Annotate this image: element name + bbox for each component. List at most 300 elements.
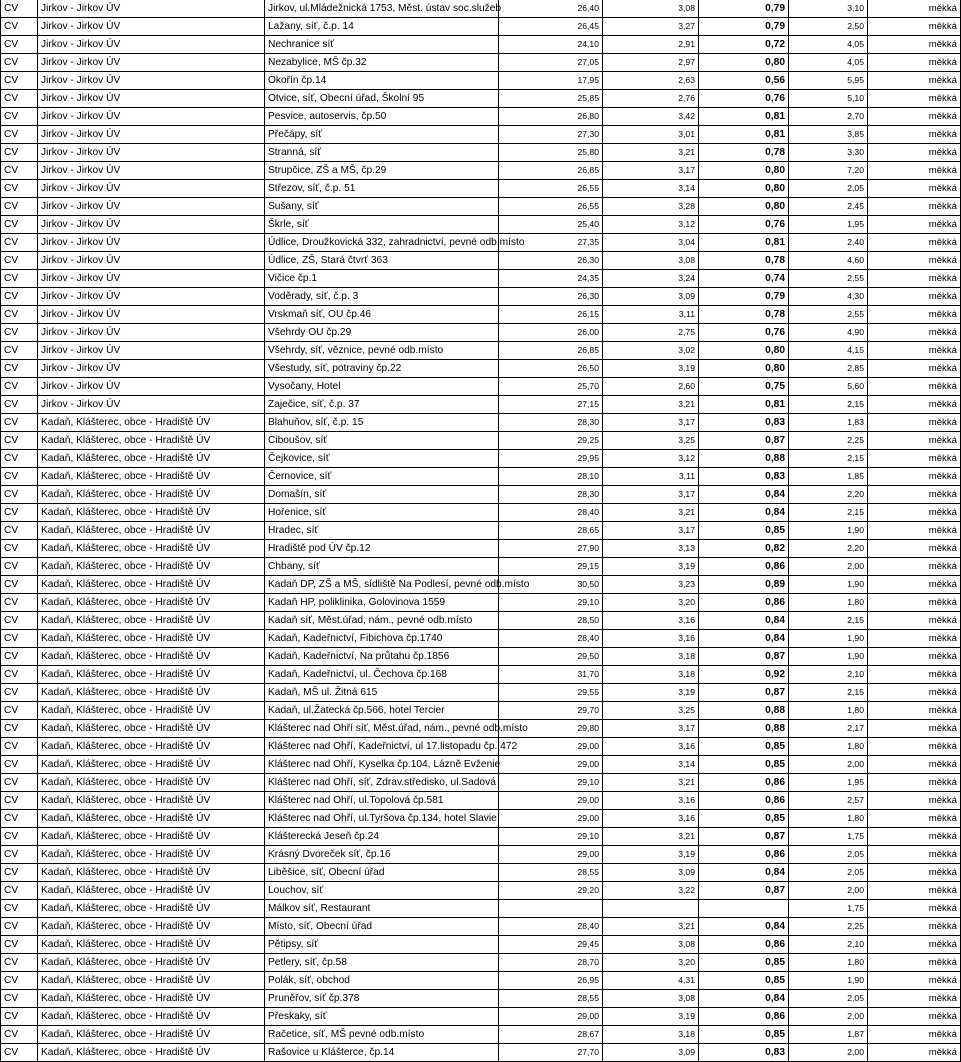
- water-type-cell: měkká: [868, 378, 961, 396]
- table-row: [1, 918, 961, 936]
- table-row: [1, 972, 961, 990]
- sampling-site-cell: Nezabylice, MŠ čp.32: [265, 54, 499, 72]
- ratio-value-cell: 0,86: [699, 1008, 789, 1026]
- value-3-cell: 2,40: [789, 234, 868, 252]
- value-1-cell: 29,50: [499, 648, 603, 666]
- value-3-cell: 2,57: [789, 792, 868, 810]
- supply-system-cell: Kadaň, Klášterec, obce - Hradiště ÚV: [38, 1008, 265, 1026]
- sampling-site-cell: Domašín, síť: [265, 486, 499, 504]
- value-1-cell: 27,05: [499, 54, 603, 72]
- supply-system-cell: Jirkov - Jirkov ÚV: [38, 360, 265, 378]
- value-1-cell: [499, 900, 603, 918]
- sampling-site-cell: Okořín čp.14: [265, 72, 499, 90]
- value-2-cell: 3,19: [603, 360, 699, 378]
- region-code-cell: CV: [1, 90, 38, 108]
- table-row: [1, 306, 961, 324]
- sampling-site-cell: Račetice, síť, MŠ pevné odb.místo: [265, 1026, 499, 1044]
- supply-system-cell: Kadaň, Klášterec, obce - Hradiště ÚV: [38, 450, 265, 468]
- water-type-cell: měkká: [868, 1008, 961, 1026]
- table-row: [1, 666, 961, 684]
- supply-system-cell: Kadaň, Klášterec, obce - Hradiště ÚV: [38, 648, 265, 666]
- water-type-cell: měkká: [868, 900, 961, 918]
- table-row: [1, 828, 961, 846]
- sampling-site-cell: Blahuňov, síť, č.p. 15: [265, 414, 499, 432]
- value-3-cell: 1,95: [789, 216, 868, 234]
- supply-system-cell: Kadaň, Klášterec, obce - Hradiště ÚV: [38, 954, 265, 972]
- ratio-value-cell: 0,82: [699, 540, 789, 558]
- value-3-cell: 2,20: [789, 486, 868, 504]
- region-code-cell: CV: [1, 54, 38, 72]
- ratio-value-cell: 0,87: [699, 648, 789, 666]
- supply-system-cell: Jirkov - Jirkov ÚV: [38, 54, 265, 72]
- value-2-cell: 2,63: [603, 72, 699, 90]
- table-row: [1, 144, 961, 162]
- value-3-cell: 1,90: [789, 522, 868, 540]
- ratio-value-cell: 0,85: [699, 738, 789, 756]
- sampling-site-cell: Přeskaky, síť: [265, 1008, 499, 1026]
- region-code-cell: CV: [1, 864, 38, 882]
- supply-system-cell: Jirkov - Jirkov ÚV: [38, 144, 265, 162]
- value-1-cell: 26,55: [499, 180, 603, 198]
- table-row: [1, 522, 961, 540]
- value-2-cell: 3,17: [603, 522, 699, 540]
- water-type-cell: měkká: [868, 522, 961, 540]
- water-type-cell: měkká: [868, 846, 961, 864]
- table-row: [1, 162, 961, 180]
- ratio-value-cell: 0,76: [699, 90, 789, 108]
- supply-system-cell: Jirkov - Jirkov ÚV: [38, 0, 265, 18]
- ratio-value-cell: 0,89: [699, 576, 789, 594]
- table-row: [1, 54, 961, 72]
- value-1-cell: 28,30: [499, 414, 603, 432]
- value-2-cell: 3,21: [603, 828, 699, 846]
- value-1-cell: 29,80: [499, 720, 603, 738]
- value-2-cell: 3,12: [603, 216, 699, 234]
- region-code-cell: CV: [1, 1008, 38, 1026]
- value-1-cell: 29,00: [499, 738, 603, 756]
- supply-system-cell: Kadaň, Klášterec, obce - Hradiště ÚV: [38, 720, 265, 738]
- value-1-cell: 29,00: [499, 756, 603, 774]
- supply-system-cell: Jirkov - Jirkov ÚV: [38, 396, 265, 414]
- value-2-cell: 3,25: [603, 432, 699, 450]
- value-3-cell: 2,45: [789, 198, 868, 216]
- supply-system-cell: Jirkov - Jirkov ÚV: [38, 270, 265, 288]
- ratio-value-cell: 0,75: [699, 378, 789, 396]
- value-3-cell: 2,25: [789, 918, 868, 936]
- value-2-cell: 3,08: [603, 252, 699, 270]
- supply-system-cell: Kadaň, Klášterec, obce - Hradiště ÚV: [38, 900, 265, 918]
- table-row: [1, 1026, 961, 1044]
- sampling-site-cell: Všestudy, síť, potraviny čp.22: [265, 360, 499, 378]
- value-2-cell: 3,16: [603, 792, 699, 810]
- value-3-cell: 2,15: [789, 504, 868, 522]
- value-3-cell: 2,50: [789, 18, 868, 36]
- value-3-cell: 5,60: [789, 378, 868, 396]
- sampling-site-cell: Kadaň, Kadeřnictví, Na průtahu čp.1856: [265, 648, 499, 666]
- region-code-cell: CV: [1, 234, 38, 252]
- water-type-cell: měkká: [868, 162, 961, 180]
- value-1-cell: 25,40: [499, 216, 603, 234]
- value-1-cell: 27,90: [499, 540, 603, 558]
- water-type-cell: měkká: [868, 576, 961, 594]
- value-1-cell: 26,30: [499, 288, 603, 306]
- sampling-site-cell: Pruněřov, síť čp.378: [265, 990, 499, 1008]
- value-2-cell: 3,28: [603, 198, 699, 216]
- value-3-cell: 4,15: [789, 342, 868, 360]
- water-type-cell: měkká: [868, 270, 961, 288]
- value-1-cell: 26,40: [499, 0, 603, 18]
- value-2-cell: 3,19: [603, 846, 699, 864]
- value-1-cell: 28,40: [499, 918, 603, 936]
- table-row: [1, 126, 961, 144]
- ratio-value-cell: 0,85: [699, 522, 789, 540]
- sampling-site-cell: Klášterec nad Ohří, ul.Tyršova čp.134, hotel Slavie: [265, 810, 499, 828]
- table-row: [1, 630, 961, 648]
- region-code-cell: CV: [1, 252, 38, 270]
- value-3-cell: 3,30: [789, 144, 868, 162]
- value-1-cell: 28,67: [499, 1026, 603, 1044]
- sampling-site-cell: Pesvice, autoservis, čp.50: [265, 108, 499, 126]
- table-row: [1, 702, 961, 720]
- value-2-cell: 3,09: [603, 288, 699, 306]
- supply-system-cell: Jirkov - Jirkov ÚV: [38, 234, 265, 252]
- ratio-value-cell: 0,79: [699, 288, 789, 306]
- supply-system-cell: Jirkov - Jirkov ÚV: [38, 288, 265, 306]
- value-2-cell: 3,27: [603, 18, 699, 36]
- water-type-cell: měkká: [868, 72, 961, 90]
- sampling-site-cell: Zaječice, síť, č.p. 37: [265, 396, 499, 414]
- water-type-cell: měkká: [868, 1026, 961, 1044]
- table-row: [1, 900, 961, 918]
- region-code-cell: CV: [1, 594, 38, 612]
- region-code-cell: CV: [1, 450, 38, 468]
- region-code-cell: CV: [1, 306, 38, 324]
- value-1-cell: 25,70: [499, 378, 603, 396]
- water-type-cell: měkká: [868, 288, 961, 306]
- sampling-site-cell: Strupčice, ZŠ a MŠ, čp.29: [265, 162, 499, 180]
- value-2-cell: 2,60: [603, 378, 699, 396]
- water-type-cell: měkká: [868, 702, 961, 720]
- region-code-cell: CV: [1, 990, 38, 1008]
- value-3-cell: 1,90: [789, 972, 868, 990]
- value-1-cell: 28,50: [499, 612, 603, 630]
- sampling-site-cell: Hořenice, síť: [265, 504, 499, 522]
- supply-system-cell: Kadaň, Klášterec, obce - Hradiště ÚV: [38, 684, 265, 702]
- region-code-cell: CV: [1, 18, 38, 36]
- region-code-cell: CV: [1, 846, 38, 864]
- value-1-cell: 27,15: [499, 396, 603, 414]
- value-2-cell: 3,18: [603, 666, 699, 684]
- ratio-value-cell: 0,79: [699, 0, 789, 18]
- sampling-site-cell: Klášterec nad Ohří, ul.Topolová čp.581: [265, 792, 499, 810]
- supply-system-cell: Jirkov - Jirkov ÚV: [38, 252, 265, 270]
- sampling-site-cell: Údlice, Droužkovická 332, zahradnictví, pevné odb.místo: [265, 234, 499, 252]
- supply-system-cell: Kadaň, Klášterec, obce - Hradiště ÚV: [38, 936, 265, 954]
- sampling-site-cell: Ciboušov, síť: [265, 432, 499, 450]
- sampling-site-cell: Kadaň HP, poliklinika, Golovinova 1559: [265, 594, 499, 612]
- value-2-cell: 3,21: [603, 774, 699, 792]
- region-code-cell: CV: [1, 126, 38, 144]
- value-2-cell: 3,21: [603, 396, 699, 414]
- sampling-site-cell: Hradec, síť: [265, 522, 499, 540]
- supply-system-cell: Jirkov - Jirkov ÚV: [38, 108, 265, 126]
- region-code-cell: CV: [1, 684, 38, 702]
- sampling-site-cell: Krásný Dvoreček síť, čp.16: [265, 846, 499, 864]
- supply-system-cell: Jirkov - Jirkov ÚV: [38, 180, 265, 198]
- value-2-cell: 3,14: [603, 756, 699, 774]
- region-code-cell: CV: [1, 486, 38, 504]
- water-type-cell: měkká: [868, 666, 961, 684]
- region-code-cell: CV: [1, 468, 38, 486]
- table-row: [1, 792, 961, 810]
- water-type-cell: měkká: [868, 342, 961, 360]
- table-row: [1, 198, 961, 216]
- value-3-cell: 1,80: [789, 954, 868, 972]
- value-1-cell: 17,95: [499, 72, 603, 90]
- ratio-value-cell: 0,81: [699, 126, 789, 144]
- water-type-cell: měkká: [868, 306, 961, 324]
- water-type-cell: měkká: [868, 828, 961, 846]
- sampling-site-cell: Klášterec nad Ohří, Kyselka čp.104, Lázně Evženie: [265, 756, 499, 774]
- supply-system-cell: Kadaň, Klášterec, obce - Hradiště ÚV: [38, 792, 265, 810]
- value-3-cell: 1,87: [789, 1026, 868, 1044]
- region-code-cell: CV: [1, 324, 38, 342]
- water-type-cell: měkká: [868, 432, 961, 450]
- sampling-site-cell: Škrle, síť: [265, 216, 499, 234]
- value-3-cell: 2,05: [789, 990, 868, 1008]
- value-2-cell: 3,12: [603, 450, 699, 468]
- value-1-cell: 29,10: [499, 828, 603, 846]
- water-type-cell: měkká: [868, 468, 961, 486]
- sampling-site-cell: Kadaň DP, ZŠ a MŠ, sídliště Na Podlesí, pevné odb.místo: [265, 576, 499, 594]
- region-code-cell: CV: [1, 378, 38, 396]
- ratio-value-cell: 0,76: [699, 216, 789, 234]
- ratio-value-cell: 0,87: [699, 882, 789, 900]
- region-code-cell: CV: [1, 216, 38, 234]
- value-2-cell: 3,22: [603, 882, 699, 900]
- ratio-value-cell: 0,88: [699, 720, 789, 738]
- ratio-value-cell: 0,80: [699, 360, 789, 378]
- region-code-cell: CV: [1, 108, 38, 126]
- sampling-site-cell: Liběšice, síť, Obecní úřad: [265, 864, 499, 882]
- table-row: [1, 1008, 961, 1026]
- supply-system-cell: Jirkov - Jirkov ÚV: [38, 90, 265, 108]
- value-1-cell: 28,10: [499, 468, 603, 486]
- sampling-site-cell: Pětipsy, síť: [265, 936, 499, 954]
- table-row: [1, 180, 961, 198]
- region-code-cell: CV: [1, 558, 38, 576]
- supply-system-cell: Kadaň, Klášterec, obce - Hradiště ÚV: [38, 414, 265, 432]
- supply-system-cell: Jirkov - Jirkov ÚV: [38, 342, 265, 360]
- water-type-cell: měkká: [868, 918, 961, 936]
- value-3-cell: 2,85: [789, 360, 868, 378]
- sampling-site-cell: Vysočany, Hotel: [265, 378, 499, 396]
- water-type-cell: měkká: [868, 360, 961, 378]
- value-3-cell: 1,80: [789, 594, 868, 612]
- supply-system-cell: Kadaň, Klášterec, obce - Hradiště ÚV: [38, 486, 265, 504]
- value-2-cell: 4,31: [603, 972, 699, 990]
- water-type-cell: měkká: [868, 540, 961, 558]
- ratio-value-cell: 0,84: [699, 486, 789, 504]
- sampling-site-cell: Klášterec nad Ohří, síť, Zdrav.středisko, ul.Sadová: [265, 774, 499, 792]
- value-2-cell: 3,08: [603, 0, 699, 18]
- table-row: [1, 684, 961, 702]
- sampling-site-cell: Sušany, síť: [265, 198, 499, 216]
- supply-system-cell: Kadaň, Klášterec, obce - Hradiště ÚV: [38, 990, 265, 1008]
- water-type-cell: měkká: [868, 504, 961, 522]
- value-1-cell: 26,95: [499, 972, 603, 990]
- ratio-value-cell: 0,84: [699, 504, 789, 522]
- region-code-cell: CV: [1, 792, 38, 810]
- value-3-cell: 2,05: [789, 180, 868, 198]
- region-code-cell: CV: [1, 504, 38, 522]
- value-1-cell: 25,80: [499, 144, 603, 162]
- supply-system-cell: Kadaň, Klášterec, obce - Hradiště ÚV: [38, 918, 265, 936]
- region-code-cell: CV: [1, 1026, 38, 1044]
- value-3-cell: 4,05: [789, 36, 868, 54]
- supply-system-cell: Jirkov - Jirkov ÚV: [38, 36, 265, 54]
- table-row: [1, 558, 961, 576]
- value-2-cell: 3,19: [603, 1008, 699, 1026]
- ratio-value-cell: 0,85: [699, 1026, 789, 1044]
- table-row: [1, 648, 961, 666]
- supply-system-cell: Kadaň, Klášterec, obce - Hradiště ÚV: [38, 738, 265, 756]
- water-type-cell: měkká: [868, 450, 961, 468]
- ratio-value-cell: 0,86: [699, 594, 789, 612]
- supply-system-cell: Jirkov - Jirkov ÚV: [38, 216, 265, 234]
- region-code-cell: CV: [1, 432, 38, 450]
- value-1-cell: 28,65: [499, 522, 603, 540]
- sampling-site-cell: Místo, síť, Obecní úřad: [265, 918, 499, 936]
- sampling-site-cell: Klášterecká Jeseň čp.24: [265, 828, 499, 846]
- supply-system-cell: Jirkov - Jirkov ÚV: [38, 162, 265, 180]
- value-2-cell: 3,16: [603, 630, 699, 648]
- sampling-site-cell: Vičice čp.1: [265, 270, 499, 288]
- region-code-cell: CV: [1, 36, 38, 54]
- supply-system-cell: Jirkov - Jirkov ÚV: [38, 72, 265, 90]
- water-type-cell: měkká: [868, 414, 961, 432]
- region-code-cell: CV: [1, 666, 38, 684]
- value-3-cell: 2,15: [789, 396, 868, 414]
- ratio-value-cell: 0,81: [699, 108, 789, 126]
- sampling-site-cell: Přečápy, síť: [265, 126, 499, 144]
- region-code-cell: CV: [1, 144, 38, 162]
- ratio-value-cell: 0,80: [699, 54, 789, 72]
- water-type-cell: měkká: [868, 972, 961, 990]
- water-type-cell: měkká: [868, 954, 961, 972]
- value-1-cell: 29,55: [499, 684, 603, 702]
- region-code-cell: CV: [1, 270, 38, 288]
- region-code-cell: CV: [1, 288, 38, 306]
- water-type-cell: měkká: [868, 234, 961, 252]
- sampling-site-cell: Všehrdy OU čp.29: [265, 324, 499, 342]
- region-code-cell: CV: [1, 756, 38, 774]
- water-type-cell: měkká: [868, 774, 961, 792]
- table-row: [1, 864, 961, 882]
- table-row: [1, 756, 961, 774]
- value-3-cell: 1,90: [789, 576, 868, 594]
- value-2-cell: 3,17: [603, 414, 699, 432]
- region-code-cell: CV: [1, 702, 38, 720]
- table-row: [1, 504, 961, 522]
- ratio-value-cell: 0,72: [699, 36, 789, 54]
- region-code-cell: CV: [1, 360, 38, 378]
- value-3-cell: 2,05: [789, 864, 868, 882]
- supply-system-cell: Jirkov - Jirkov ÚV: [38, 378, 265, 396]
- value-1-cell: 28,40: [499, 630, 603, 648]
- table-row: [1, 0, 961, 18]
- ratio-value-cell: 0,83: [699, 1044, 789, 1062]
- region-code-cell: CV: [1, 198, 38, 216]
- value-3-cell: 3,10: [789, 0, 868, 18]
- supply-system-cell: Jirkov - Jirkov ÚV: [38, 306, 265, 324]
- value-2-cell: 3,16: [603, 810, 699, 828]
- table-row: [1, 36, 961, 54]
- sampling-site-cell: Vrskmaň síť, OU čp.46: [265, 306, 499, 324]
- supply-system-cell: Kadaň, Klášterec, obce - Hradiště ÚV: [38, 828, 265, 846]
- value-2-cell: 3,16: [603, 738, 699, 756]
- supply-system-cell: Kadaň, Klášterec, obce - Hradiště ÚV: [38, 612, 265, 630]
- region-code-cell: CV: [1, 828, 38, 846]
- value-2-cell: 3,11: [603, 306, 699, 324]
- ratio-value-cell: 0,86: [699, 846, 789, 864]
- value-2-cell: 3,09: [603, 1044, 699, 1062]
- value-3-cell: 1,75: [789, 900, 868, 918]
- supply-system-cell: Kadaň, Klášterec, obce - Hradiště ÚV: [38, 594, 265, 612]
- value-3-cell: 2,25: [789, 432, 868, 450]
- region-code-cell: CV: [1, 774, 38, 792]
- sampling-site-cell: Údlice, ZŠ, Stará čtvrť 363: [265, 252, 499, 270]
- value-1-cell: 29,25: [499, 432, 603, 450]
- supply-system-cell: Kadaň, Klášterec, obce - Hradiště ÚV: [38, 846, 265, 864]
- water-type-cell: měkká: [868, 252, 961, 270]
- value-2-cell: 3,11: [603, 468, 699, 486]
- sampling-site-cell: Klášterec nad Ohří síť, Měst.úřad, nám., pevné odb.místo: [265, 720, 499, 738]
- water-type-cell: měkká: [868, 18, 961, 36]
- table-row: [1, 540, 961, 558]
- water-type-cell: měkká: [868, 594, 961, 612]
- value-3-cell: 5,10: [789, 90, 868, 108]
- value-2-cell: 3,08: [603, 936, 699, 954]
- value-1-cell: 26,00: [499, 324, 603, 342]
- water-type-cell: měkká: [868, 792, 961, 810]
- water-type-cell: měkká: [868, 216, 961, 234]
- table-row: [1, 738, 961, 756]
- value-3-cell: 2,00: [789, 1008, 868, 1026]
- supply-system-cell: Kadaň, Klášterec, obce - Hradiště ÚV: [38, 810, 265, 828]
- region-code-cell: CV: [1, 810, 38, 828]
- region-code-cell: CV: [1, 630, 38, 648]
- value-1-cell: 29,10: [499, 774, 603, 792]
- region-code-cell: CV: [1, 396, 38, 414]
- table-row: [1, 882, 961, 900]
- table-row: [1, 252, 961, 270]
- value-2-cell: 3,01: [603, 126, 699, 144]
- region-code-cell: CV: [1, 918, 38, 936]
- value-3-cell: 1,85: [789, 468, 868, 486]
- value-2-cell: 3,21: [603, 504, 699, 522]
- value-1-cell: 26,45: [499, 18, 603, 36]
- value-1-cell: 29,70: [499, 702, 603, 720]
- supply-system-cell: Kadaň, Klášterec, obce - Hradiště ÚV: [38, 774, 265, 792]
- water-type-cell: měkká: [868, 90, 961, 108]
- ratio-value-cell: 0,74: [699, 270, 789, 288]
- supply-system-cell: Kadaň, Klášterec, obce - Hradiště ÚV: [38, 1026, 265, 1044]
- supply-system-cell: Kadaň, Klášterec, obce - Hradiště ÚV: [38, 1044, 265, 1062]
- table-row: [1, 720, 961, 738]
- value-2-cell: 3,19: [603, 684, 699, 702]
- table-row: [1, 234, 961, 252]
